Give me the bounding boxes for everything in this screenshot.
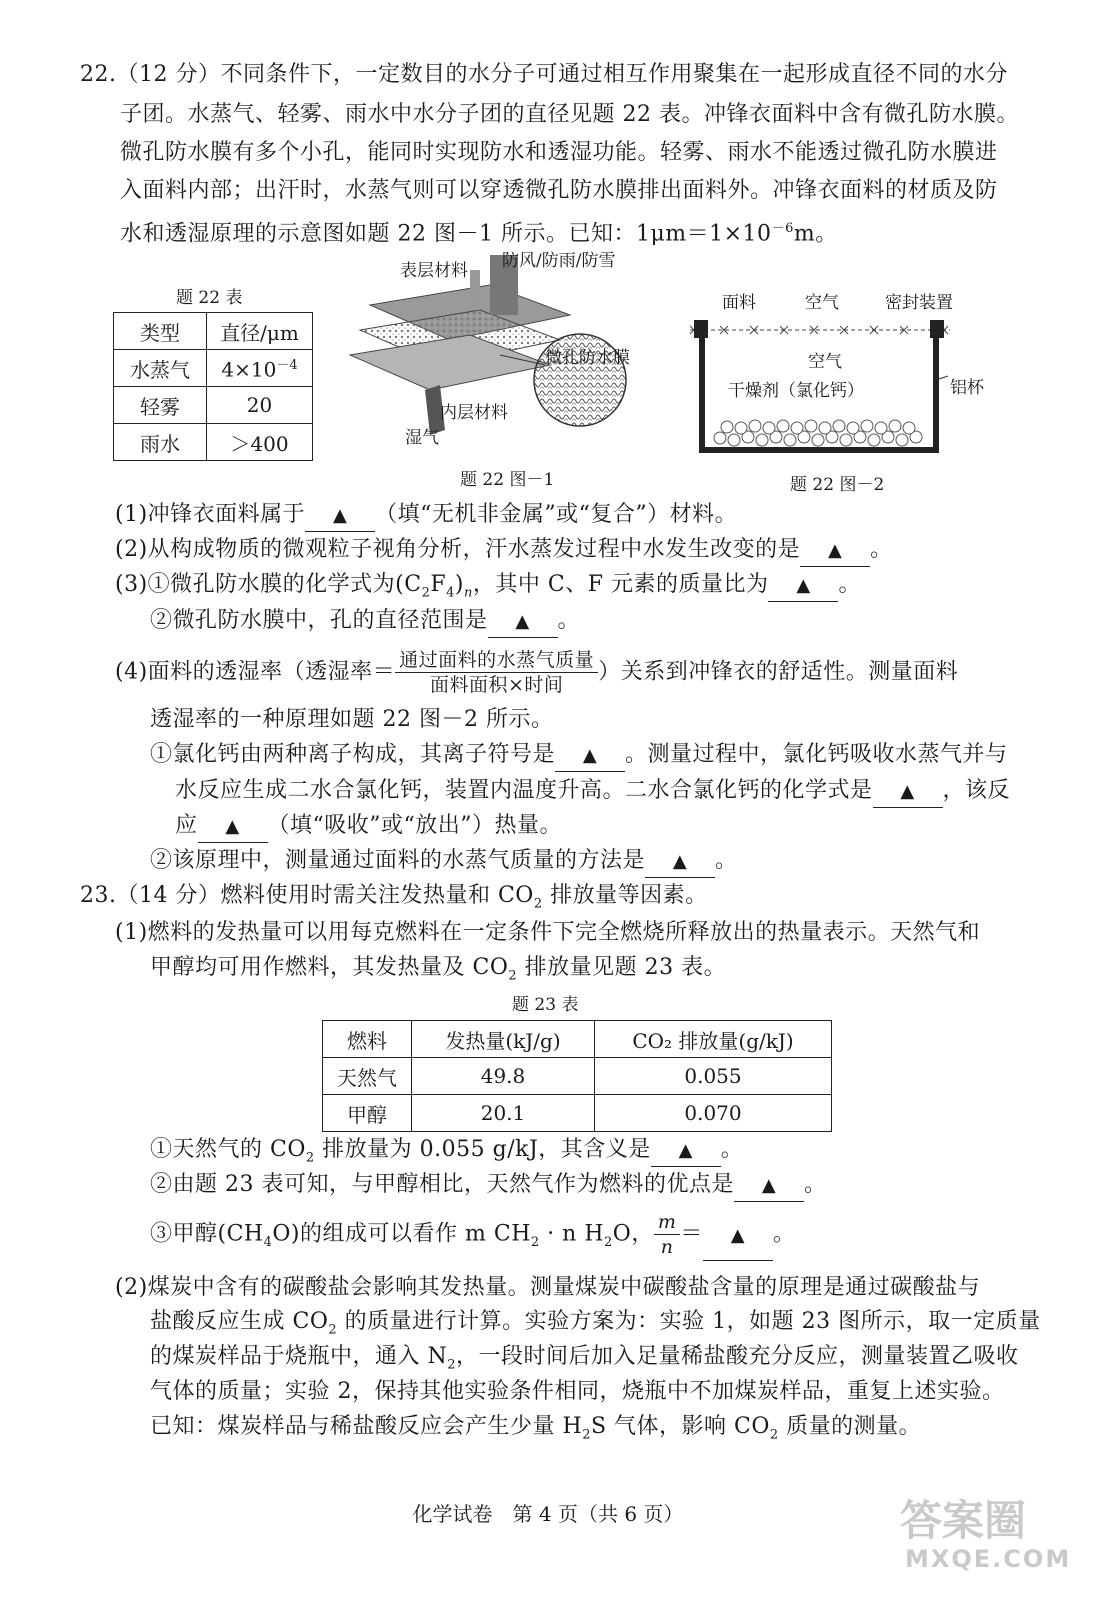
table-header: 直径/μm [207, 313, 313, 350]
fig1-label-weather: 防风/防雨/防雪 [502, 251, 616, 271]
table-cell: ＞400 [207, 424, 313, 461]
q22-part2: (2)从构成物质的微观粒子视角分析，汗水蒸发过程中水发生改变的是 ▲ 。 [115, 535, 893, 567]
table-row [323, 1095, 832, 1132]
q23-part2-line1: (2)煤炭中含有的碳酸盐会影响其发热量。测量煤炭中碳酸盐含量的原理是通过碳酸盐与 [115, 1275, 981, 1300]
table-cell: 雨水 [114, 424, 207, 461]
fig2-label-seal: 密封装置 [885, 293, 953, 313]
table-row [114, 424, 313, 461]
q23-part1-2: ②由题 23 表可知，与甲醇相比，天然气作为燃料的优点是 ▲ 。 [150, 1170, 827, 1202]
answer-blank-icon: ▲ [900, 781, 915, 802]
answer-blank-icon: ▲ [828, 540, 843, 561]
permeability-fraction: $\frac{\text{通过面料的水蒸气质量}}{\text{面料面积×时间}}$ [395, 648, 598, 697]
fig2-label-cup: 铝杯 [950, 378, 984, 398]
seal-left [694, 320, 708, 338]
q22-intro-line-1: 22.（12 分）不同条件下，一定数目的水分子可通过相互作用聚集在一起形成直径不同的水分 [80, 62, 1008, 87]
answer-blank-icon: ▲ [225, 816, 240, 837]
table22-caption: 题 22 表 [176, 288, 243, 308]
table-cell: 20.1 [412, 1095, 595, 1132]
table-header: 燃料 [323, 1021, 412, 1058]
q22-part4-1b: 水反应生成二水合氯化钙，装置内温度升高。二水合氯化钙的化学式是 ▲ ，该反 [175, 776, 1010, 808]
q22-part1: (1)冲锋衣面料属于 ▲ （填“无机非金属”或“复合”）材料。 [115, 500, 737, 532]
answer-blank-icon: ▲ [582, 745, 598, 766]
answer-blank-icon: ▲ [333, 505, 348, 526]
fig2-label-air-inside: 空气 [808, 352, 842, 372]
table-header: 发热量(kJ/g) [412, 1021, 595, 1058]
answer-blank-icon: ▲ [515, 611, 530, 632]
q22-intro-line-4: 入面料内部；出汗时，水蒸气则可以穿透微孔防水膜排出面料外。冲锋衣面料的材质及防 [120, 178, 998, 203]
q22-part4-formula: (4)面料的透湿率（透湿率＝ $\frac{\text{通过面料的水蒸气质量}}{\text{面料面积×时间}}$ ）关系到冲锋衣的舒适性。测量面料 [115, 649, 959, 696]
answer-blank-icon: ▲ [761, 1175, 777, 1196]
q22-intro-line-5: 水和透湿原理的示意图如题 22 图－1 所示。已知：$1\mu m=1\times 10^{-6}m$。 [120, 221, 838, 247]
table-row [114, 387, 313, 424]
table23 [322, 1020, 832, 1132]
fig2-label-desiccant: 干燥剂（氯化钙） [728, 381, 864, 401]
watermark-logo: 答案圈 [900, 1496, 1027, 1545]
table-cell: 0.055 [595, 1058, 832, 1095]
table-cell: 水蒸气 [114, 350, 207, 387]
page-footer: 化学试卷 第 4 页（共 6 页） [412, 1502, 684, 1526]
fig2-caption: 题 22 图－2 [790, 475, 885, 495]
table-cell: $4\times 10^{-4}$ [207, 350, 313, 387]
q23-part1-3: ③甲醇$(CH_4O)$的组成可以看作 m $CH_2 \cdot n$ $H_2O$， $\frac{m}{n}$ ＝ ▲ 。 [150, 1210, 795, 1267]
q22-intro-line-3: 微孔防水膜有多个小孔，能同时实现防水和透湿功能。轻雾、雨水不能透过微孔防水膜进 [120, 140, 998, 165]
fig1-caption: 题 22 图－1 [460, 470, 555, 490]
fig1-label-inner: 内层材料 [440, 403, 508, 423]
q23-part2-line5: 已知：煤炭样品与稀盐酸反应会产生少量 $H_2S$ 气体，影响 $CO_2$ 质量的测量。 [150, 1414, 922, 1443]
table-cell: 天然气 [323, 1058, 412, 1095]
fig2-label-fabric: 面料 [722, 293, 756, 313]
q23-part2-line3: 的煤炭样品于烧瓶中，通入 $N_2$，一段时间后加入足量稀盐酸充分反应，测量装置乙吸收 [150, 1344, 1019, 1373]
table-cell: 0.070 [595, 1095, 832, 1132]
q22-part4-line2: 透湿率的一种原理如题 22 图－2 所示。 [150, 707, 554, 732]
table-row [114, 313, 313, 350]
table-cell: 轻雾 [114, 387, 207, 424]
desiccant-granules [714, 420, 922, 446]
q23-part2-line4: 气体的质量；实验 2，保持其他实验条件相同，烧瓶中不加煤炭样品，重复上述实验。 [150, 1379, 1005, 1404]
table-row [323, 1058, 832, 1095]
answer-blank-icon: ▲ [730, 1224, 746, 1246]
table-cell: 甲醇 [323, 1095, 412, 1132]
fig2-label-air-top: 空气 [805, 293, 839, 313]
q23-part1-1: ①天然气的 $CO_2$ 排放量为 0.055 g/kJ，其含义是 ▲ 。 [150, 1137, 744, 1166]
table-row [323, 1021, 832, 1058]
table-row [114, 350, 313, 387]
seal-right [930, 320, 944, 338]
q22-part4-1a: ①氯化钙由两种离子构成，其离子符号是 ▲ 。测量过程中，氯化钙吸收水蒸气并与 [150, 740, 1008, 772]
q22-part3-1: (3)①微孔防水膜的化学式为$(C_2F_4)_n$，其中 C、F 元素的质量比为 ▲ 。 [115, 572, 861, 601]
table22 [113, 312, 313, 461]
answer-blank-icon: ▲ [796, 575, 811, 596]
q23-part1-line2: 甲醇均可用作燃料，其发热量及 $CO_2$ 排放量见题 23 表。 [150, 955, 727, 984]
q22-part4-2: ②该原理中，测量通过面料的水蒸气质量的方法是 ▲ 。 [150, 846, 738, 878]
rain-streak [470, 270, 480, 310]
table-cell: 20 [207, 387, 313, 424]
table-header: CO₂ 排放量(g/kJ) [595, 1021, 832, 1058]
watermark-url: MXQE.COM [905, 1545, 1072, 1573]
answer-blank-icon: ▲ [672, 851, 688, 872]
fig1-label-moisture: 湿气 [405, 428, 439, 448]
table23-caption: 题 23 表 [512, 995, 579, 1015]
q23-title: 23.（14 分）燃料使用时需关注发热量和 $CO_2$ 排放量等因素。 [80, 883, 708, 912]
answer-blank-icon: ▲ [678, 1140, 693, 1161]
table-cell: 49.8 [412, 1058, 595, 1095]
q23-part2-line2: 盐酸反应生成 $CO_2$ 的质量进行计算。实验方案为：实验 1，如题 23 图所示，取一定质量 [150, 1309, 1041, 1338]
table-header: 类型 [114, 313, 207, 350]
q22-part4-1c: 应 ▲ （填“吸收”或“放出”）热量。 [175, 811, 562, 843]
q22-part3-2: ②微孔防水膜中，孔的直径范围是 ▲ 。 [150, 606, 580, 638]
fig1-label-membrane: 微孔防水膜 [545, 348, 630, 368]
q22-intro-line-2: 子团。水蒸气、轻雾、雨水中水分子团的直径见题 22 表。冲锋衣面料中含有微孔防水膜。 [120, 102, 1019, 127]
q23-part1-line1: (1)燃料的发热量可以用每克燃料在一定条件下完全燃烧所释放出的热量表示。天然气和 [115, 920, 981, 945]
fig1-label-outer: 表层材料 [400, 261, 468, 281]
